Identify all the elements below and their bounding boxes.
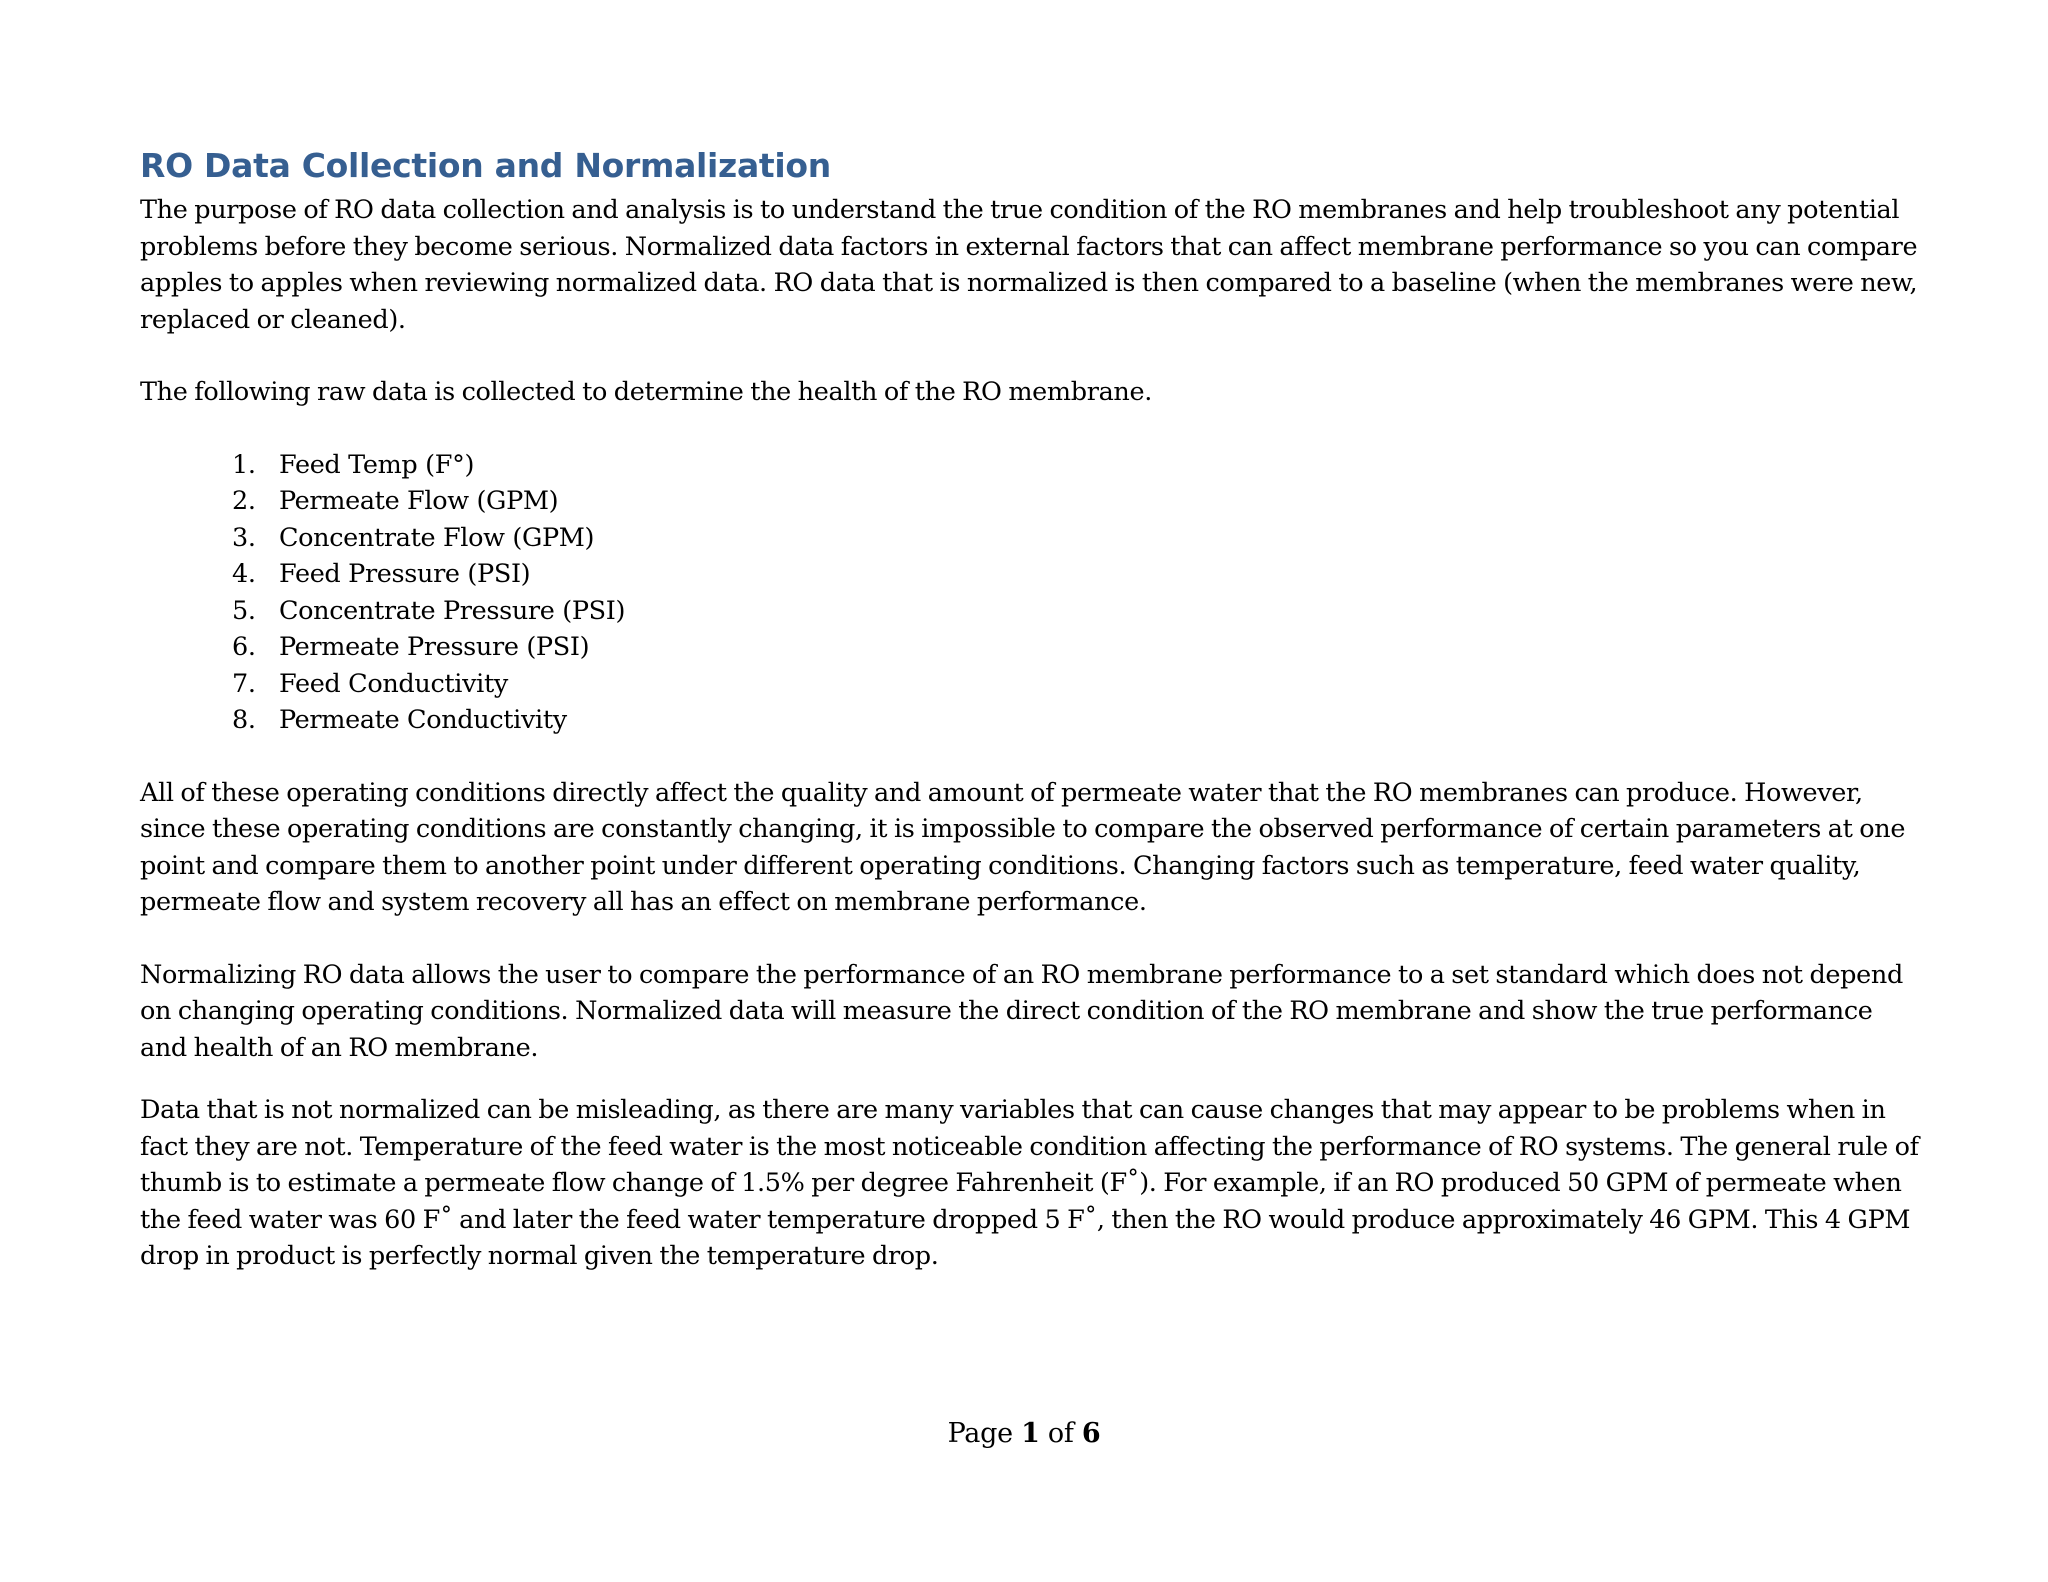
spacer xyxy=(140,411,1920,447)
list-item-text: Concentrate Flow (GPM) xyxy=(279,522,595,553)
list-item-text: Permeate Conductivity xyxy=(279,705,567,735)
page-footer xyxy=(0,1414,2048,1454)
list-item xyxy=(232,556,1920,593)
list-item xyxy=(232,483,1920,520)
list-item-text: Permeate Flow (GPM) xyxy=(279,486,559,516)
list-item-text: Feed Conductivity xyxy=(279,668,508,699)
spacer xyxy=(140,921,1920,957)
spacer xyxy=(140,739,1920,775)
list-item-text: Feed Pressure (PSI) xyxy=(279,559,531,589)
list-item-number: 4. xyxy=(232,559,256,589)
list-item xyxy=(232,593,1920,630)
spacer xyxy=(140,1066,1920,1092)
total-pages-number: 6 xyxy=(1081,1418,1101,1449)
normalizing-paragraph: Normalizing RO data allows the user to compare the performance of an RO membrane performance to a set standard which does not depend on changing operating conditions. Normalized data will measure the direct condition of the RO membrane and show the true performance and health of an RO membrane. xyxy=(140,959,1903,1063)
list-item-number: 1. xyxy=(232,449,256,480)
current-page-number: 1 xyxy=(1021,1418,1040,1449)
list-item-number: 3. xyxy=(232,522,256,553)
spacer xyxy=(140,338,1920,374)
list-item-number: 2. xyxy=(232,486,256,516)
list-item-number: 7. xyxy=(232,668,256,699)
list-intro-paragraph: The following raw data is collected to determine the health of the RO membrane. xyxy=(140,377,1152,407)
intro-paragraph: The purpose of RO data collection and analysis is to understand the true condition of the RO membranes and help troubleshoot any potential problems before they become serious. Normalized data factors in external factors that can affect membrane performance so you can compare apples to apples when reviewing normalized data. RO data that is normalized is then compared to a baseline (when the membranes were new, replaced or cleaned). xyxy=(140,195,1918,335)
list-item xyxy=(232,520,1920,557)
page-title: RO Data Collection and Normalization xyxy=(140,146,831,185)
list-item-text: Feed Temp (F°) xyxy=(279,449,475,480)
of-label: of xyxy=(1047,1418,1074,1449)
list-item-number: 6. xyxy=(232,632,256,662)
list-item-number: 5. xyxy=(232,595,256,626)
misleading-paragraph: Data that is not normalized can be misleading, as there are many variables that can cause changes that may appear to be problems when in fact they are not. Temperature of the feed water is the most noticeable condition affecting the performance of RO systems. The general rule of thumb is to estimate a permeate flow change of 1.5% per degree Fahrenheit (F˚). For example, if an RO produced 50 GPM of permeate when the feed water was 60 F˚ and later the feed water temperature dropped 5 F˚, then the RO would produce approximately 46 GPM. This 4 GPM drop in product is perfectly normal given the temperature drop. xyxy=(140,1095,1919,1271)
list-item xyxy=(232,702,1920,739)
page-label: Page xyxy=(947,1418,1013,1449)
raw-data-list xyxy=(140,447,1920,739)
document-page xyxy=(140,140,1920,1275)
list-item xyxy=(232,629,1920,666)
list-item xyxy=(232,447,1920,484)
conditions-paragraph: All of these operating conditions directly affect the quality and amount of permeate water that the RO membranes can produce. However, since these operating conditions are constantly changing, it is impossible to compare the observed performance of certain parameters at one point and compare them to another point under different operating conditions. Changing factors such as temperature, feed water quality, permeate flow and system recovery all has an effect on membrane performance. xyxy=(140,777,1906,917)
list-item-text: Permeate Pressure (PSI) xyxy=(279,632,590,662)
list-item-number: 8. xyxy=(232,705,256,735)
list-item xyxy=(232,666,1920,703)
list-item-text: Concentrate Pressure (PSI) xyxy=(279,595,626,626)
